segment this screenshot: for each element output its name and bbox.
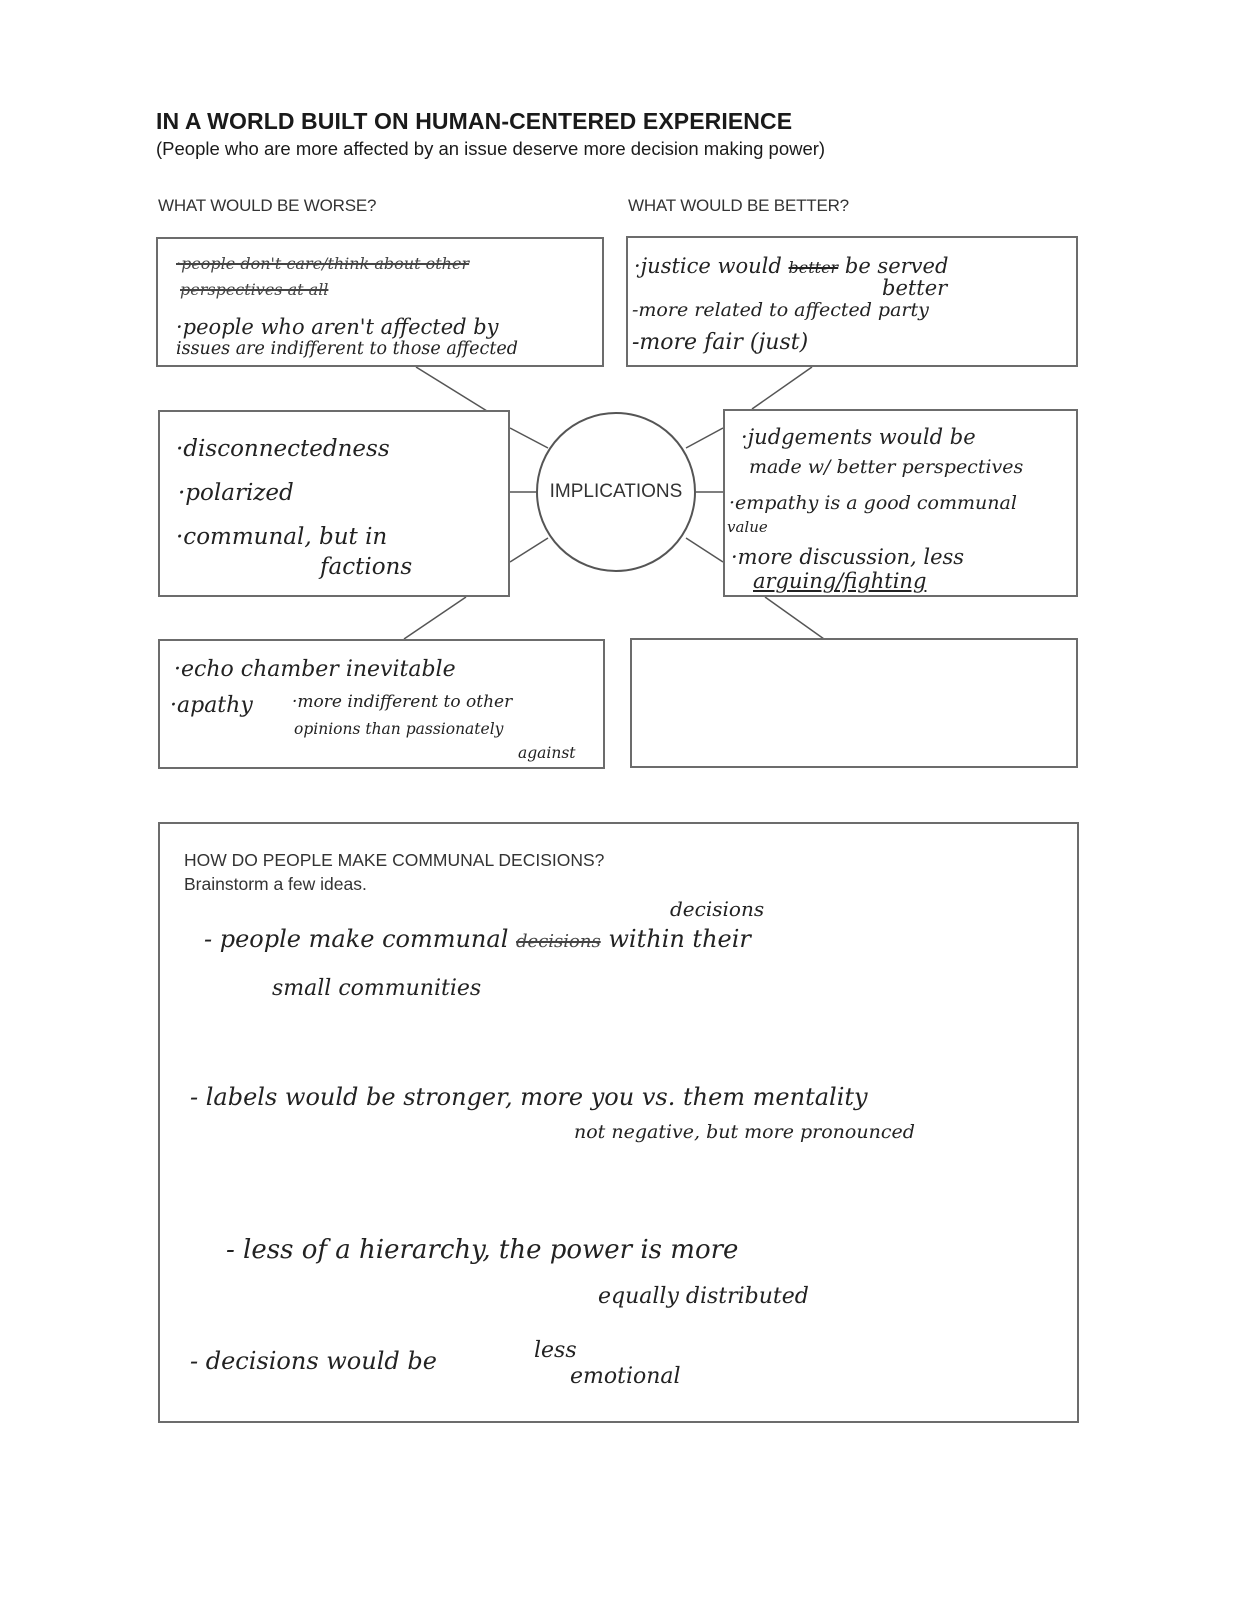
handwritten-note: ·communal, but in [176, 524, 388, 550]
connector-line [510, 538, 548, 562]
connector-line [765, 597, 824, 639]
communal-question: HOW DO PEOPLE MAKE COMMUNAL DECISIONS? [184, 850, 605, 870]
handwritten-fragment: - people make communal [204, 925, 509, 953]
handwritten-note: -more fair (just) [632, 330, 809, 355]
connector-line [404, 597, 466, 639]
better-box-1[interactable] [626, 236, 1078, 367]
handwritten-note: - labels would be stronger, more you vs. them mentality [190, 1083, 868, 1111]
handwritten-note: ·more discussion, less [731, 545, 965, 569]
handwritten-note: against [518, 744, 576, 762]
struck-text: better [788, 258, 839, 277]
implications-label: IMPLICATIONS [549, 481, 683, 502]
struck-text: ·people don't care/think about other [176, 254, 470, 273]
page-subtitle: (People who are more affected by an issue deserve more decision making power) [156, 138, 826, 159]
handwritten-note [634, 254, 948, 278]
handwritten-note: ·more indifferent to other [292, 692, 513, 712]
implications-circle [536, 412, 696, 572]
handwritten-note: - decisions would be [190, 1347, 437, 1375]
connector-line [686, 538, 723, 562]
worse-box-1[interactable] [156, 237, 604, 367]
handwritten-note: issues are indifferent to those affected [176, 339, 518, 359]
handwritten-note: less [534, 1338, 577, 1363]
handwritten-note: ·polarized [178, 480, 294, 506]
worse-column-label: WHAT WOULD BE WORSE? [158, 196, 377, 215]
handwritten-note: decisions [670, 897, 765, 921]
handwritten-note: made w/ better perspectives [749, 456, 1024, 478]
handwritten-note: small communities [272, 976, 482, 1001]
communal-instruction: Brainstorm a few ideas. [184, 874, 367, 894]
struck-text: decisions [516, 931, 601, 952]
better-box-3-empty[interactable] [630, 638, 1078, 768]
handwritten-note: equally distributed [598, 1284, 809, 1309]
better-box-2[interactable] [723, 409, 1078, 597]
handwritten-note: ·disconnectedness [176, 436, 390, 462]
handwritten-fragment: be served [844, 254, 949, 278]
handwritten-note: ·apathy [170, 693, 253, 718]
handwritten-note: factions [320, 554, 413, 580]
handwritten-note: - less of a hierarchy, the power is more [226, 1235, 739, 1265]
struck-text: perspectives at all [180, 280, 329, 299]
handwritten-note: value [727, 518, 768, 536]
handwritten-fragment: ·justice would [634, 254, 782, 278]
worse-box-3[interactable] [158, 639, 605, 769]
handwritten-note: ·echo chamber inevitable [174, 657, 456, 682]
handwritten-note [204, 926, 751, 954]
handwritten-note: opinions than passionately [294, 720, 504, 738]
connector-line [510, 428, 548, 448]
better-column-label: WHAT WOULD BE BETTER? [628, 196, 849, 215]
handwritten-fragment: within their [608, 925, 751, 953]
worse-box-2[interactable] [158, 410, 510, 597]
page-title: IN A WORLD BUILT ON HUMAN-CENTERED EXPERIENCE [156, 108, 793, 134]
handwritten-note: -more related to affected party [632, 299, 929, 321]
connector-line [416, 367, 487, 411]
handwritten-note: ·judgements would be [741, 425, 976, 449]
handwritten-note: arguing/fighting [753, 569, 927, 593]
connector-line [752, 367, 812, 409]
handwritten-note: emotional [570, 1364, 681, 1389]
handwritten-note: not negative, but more pronounced [574, 1121, 915, 1143]
connector-line [686, 428, 723, 448]
handwritten-note: ·people who aren't affected by [176, 315, 499, 339]
handwritten-note: better [882, 276, 948, 300]
handwritten-note: ·empathy is a good communal [729, 492, 1017, 514]
